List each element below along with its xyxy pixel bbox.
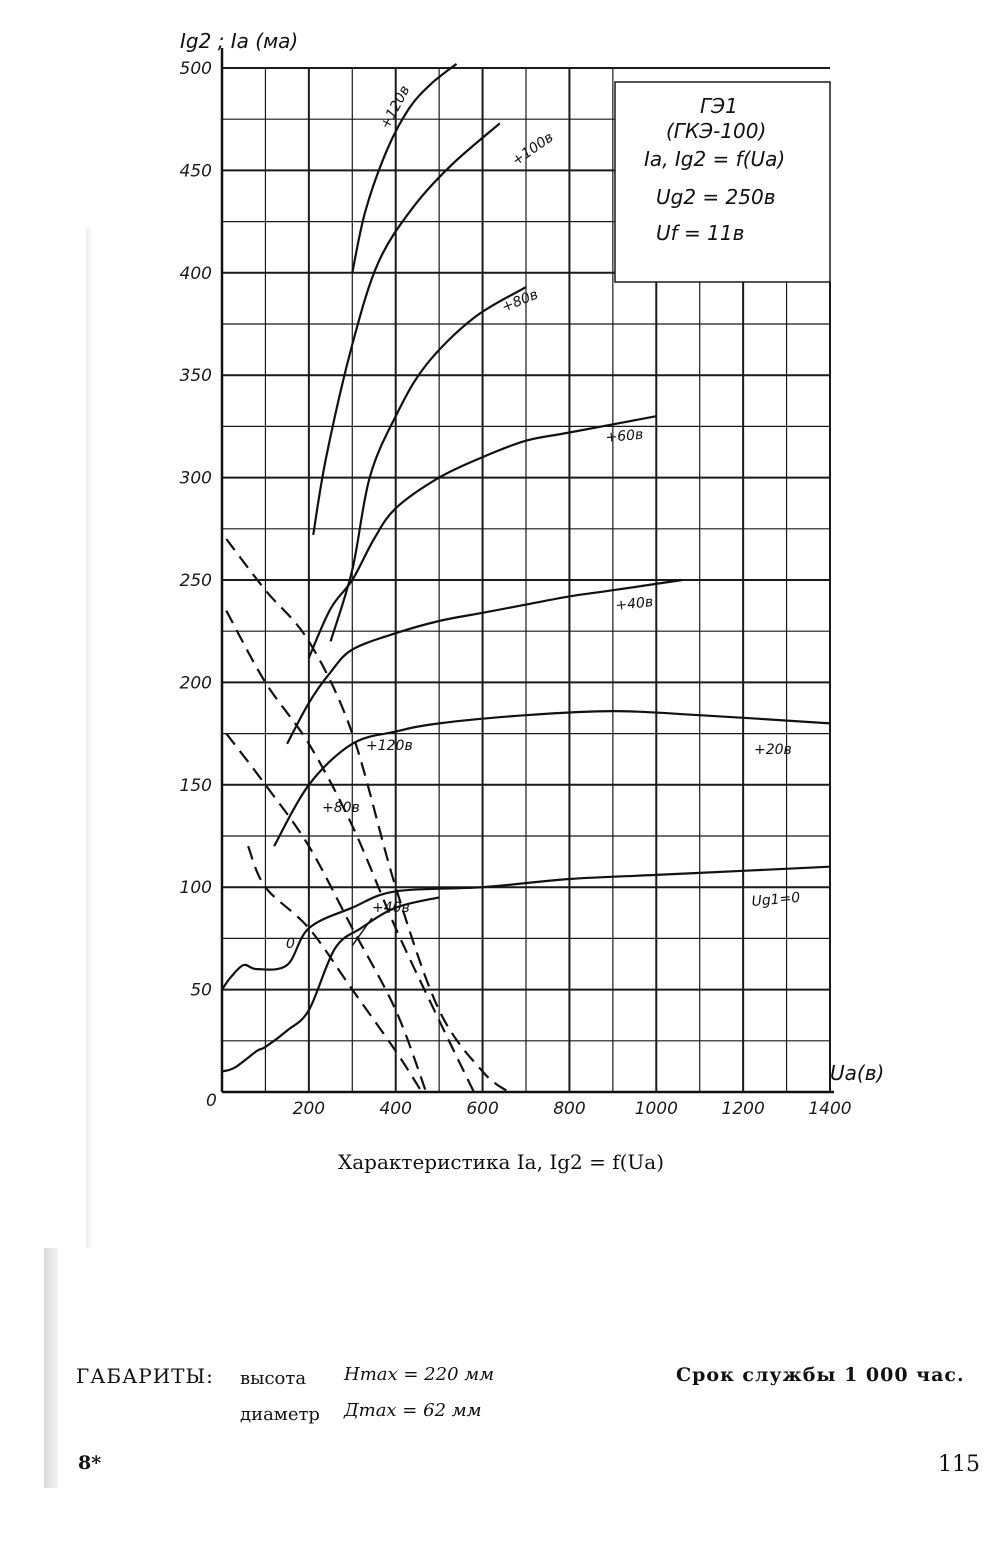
- y-tick-label: 300: [179, 468, 212, 489]
- y-tick-label: 350: [179, 366, 212, 387]
- y-axis-title: Ig2 ; Ia (ма): [180, 29, 299, 53]
- y-tick-label: 50: [190, 980, 212, 1001]
- x-tick-label: 600: [466, 1099, 499, 1119]
- x-tick-label: 200: [292, 1099, 326, 1119]
- scan-shade: [44, 1248, 58, 1488]
- x-tick-label: 1400: [808, 1099, 852, 1119]
- anode-current-curve: [331, 287, 526, 641]
- y-tick-label: 250: [179, 571, 212, 591]
- curve-label: +20в: [754, 742, 792, 758]
- x-tick-label: 400: [379, 1099, 412, 1119]
- y-tick-label: 100: [179, 878, 212, 899]
- curve-label: +40в: [372, 900, 410, 916]
- tube-alt-name: (ГКЭ-100): [666, 119, 767, 143]
- diameter-label: диаметр: [240, 1404, 320, 1425]
- curve-label: Ug1=0: [750, 889, 801, 910]
- curve-label: +40в: [614, 594, 655, 614]
- origin-label: 0: [206, 1091, 217, 1111]
- screen-voltage-label: Ug2 = 250в: [656, 185, 776, 209]
- curve-label: +80в: [322, 800, 360, 816]
- y-tick-label: 400: [179, 263, 212, 284]
- diameter-formula: [344, 1400, 482, 1421]
- filament-voltage-label: Uf = 11в: [656, 221, 745, 245]
- x-tick-label: 800: [553, 1099, 586, 1119]
- x-tick-label: 1000: [634, 1099, 678, 1119]
- service-life: Срок службы 1 000 час.: [676, 1364, 965, 1386]
- anode-current-curve: [274, 711, 830, 846]
- y-tick-label: 200: [179, 673, 212, 694]
- y-tick-label: 500: [179, 59, 212, 79]
- height-formula-text: Hmax = 220 мм: [344, 1364, 495, 1385]
- figure-caption: Характеристика Ia, Ig2 = f(Ua): [337, 1150, 665, 1174]
- tube-type: ГЭ1: [700, 94, 738, 118]
- curve-label: +80в: [499, 286, 541, 316]
- anode-current-curve: [313, 123, 500, 535]
- curve-label: +120в: [366, 738, 413, 754]
- curve-label: +100в: [509, 129, 557, 170]
- function-label: Ia, Ig2 = f(Ua): [644, 147, 786, 171]
- x-tick-label: 1200: [721, 1099, 765, 1119]
- y-tick-label: 450: [179, 161, 212, 182]
- dimensions-heading: ГАБАРИТЫ:: [76, 1364, 214, 1388]
- diameter-formula-text: Дmax = 62 мм: [344, 1400, 482, 1421]
- page-number: 115: [938, 1452, 980, 1477]
- curve-label: 0: [286, 936, 295, 952]
- curve-label: +120в: [377, 83, 414, 132]
- x-axis-title: Ua(в): [830, 1061, 885, 1085]
- height-label: высота: [240, 1368, 307, 1389]
- curve-label: +60в: [604, 426, 645, 446]
- page-signature-mark: 8*: [78, 1452, 102, 1474]
- height-formula: [344, 1364, 494, 1385]
- y-tick-label: 150: [179, 775, 212, 796]
